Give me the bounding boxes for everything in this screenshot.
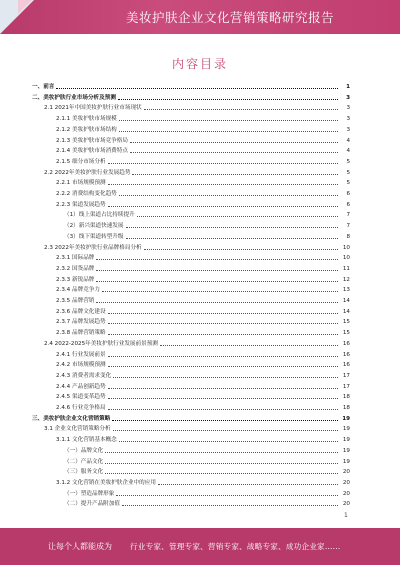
toc-leader-dots [137, 215, 338, 217]
toc-entry-label: 2.4.6 行业竞争格局 [56, 405, 106, 411]
toc-entry-label: 2.1.2 美妆护肤市场结构 [56, 126, 117, 133]
toc-entry-label: 2.4.2 市场规模预测 [56, 362, 106, 369]
toc-entry[interactable] [56, 351, 350, 359]
toc-entry-page: 7 [346, 223, 350, 230]
footer-banner [0, 528, 400, 565]
toc-leader-dots [108, 397, 338, 399]
toc-leader-dots [96, 258, 338, 260]
toc-leader-dots [108, 355, 338, 357]
toc-entry-page: 3 [346, 94, 350, 101]
toc-entry[interactable] [64, 468, 350, 476]
toc-leader-dots [96, 280, 338, 282]
toc-leader-dots [108, 365, 338, 367]
toc-leader-dots [158, 483, 338, 485]
toc-leader-dots [119, 119, 338, 121]
toc-entry-label: 2.4 2022-2025年美妆护肤行业发展前景预测 [44, 340, 158, 347]
toc-entry-page: 15 [342, 330, 350, 337]
toc-entry-page: 19 [342, 458, 350, 465]
toc-entry-page: 8 [346, 233, 350, 240]
toc-leader-dots [160, 344, 338, 346]
toc-entry[interactable] [56, 158, 350, 166]
toc-entry-page: 20 [342, 501, 350, 508]
toc-entry-page: 19 [342, 415, 350, 422]
toc-entry-page: 20 [342, 490, 350, 497]
toc-entry[interactable] [64, 222, 350, 230]
toc-entry[interactable] [44, 169, 350, 177]
toc-entry-label: 2.1 2021年中国美妆护肤行业市场现状 [44, 105, 142, 112]
toc-entry[interactable] [56, 372, 350, 380]
toc-entry-label: 3.1.1 文化营销基本概念 [56, 437, 117, 444]
toc-entry[interactable] [32, 83, 350, 91]
toc-leader-dots [130, 151, 338, 153]
toc-entry-label: 2.3.7 品牌发展趋势 [56, 319, 106, 326]
toc-leader-dots [119, 194, 338, 196]
toc-leader-dots [96, 269, 338, 271]
toc-entry-label: 2.3 2022年美妆护肤行业品牌格局分析 [44, 244, 142, 251]
toc-entry[interactable] [56, 436, 350, 444]
toc-entry-label: 2.3.1 国际品牌 [56, 255, 95, 262]
toc-entry-page: 19 [342, 447, 350, 454]
toc-entry-page: 7 [346, 212, 350, 219]
toc-entry[interactable] [56, 404, 350, 412]
toc-leader-dots [96, 301, 338, 303]
toc-entry-label: 2.4.1 行业发展前景 [56, 351, 106, 358]
toc-entry-page: 5 [346, 169, 350, 176]
toc-entry-label: 二、美妆护肤行业市场分析及预测 [32, 94, 116, 101]
toc-heading: 内容目录 [171, 57, 228, 71]
toc-leader-dots [126, 237, 339, 239]
toc-leader-dots [108, 183, 338, 185]
toc-entry-label: 2.4.3 消费者需求变化 [56, 372, 112, 379]
table-of-contents [30, 83, 350, 523]
toc-entry-label: 2.3.5 品牌营销 [56, 298, 95, 304]
toc-leader-dots [122, 504, 338, 506]
toc-entry-page: 5 [346, 180, 350, 187]
toc-leader-dots [119, 130, 338, 132]
toc-entry-page: 3 [346, 116, 350, 123]
toc-entry[interactable] [64, 233, 350, 241]
toc-leader-dots [108, 322, 338, 324]
toc-entry[interactable] [56, 126, 350, 134]
toc-entry[interactable] [56, 190, 350, 198]
toc-leader-dots [119, 440, 338, 442]
toc-entry[interactable] [44, 104, 350, 112]
toc-entry[interactable] [56, 329, 350, 337]
toc-leader-dots [105, 472, 338, 474]
toc-entry-page: 17 [342, 383, 350, 390]
toc-leader-dots [144, 248, 338, 250]
toc-entry-page: 4 [346, 148, 350, 155]
toc-entry-label: 2.3.4 品牌竞争力 [56, 287, 100, 294]
toc-entry[interactable] [44, 340, 350, 348]
toc-entry-page: 12 [342, 276, 350, 283]
toc-entry-page: 11 [342, 265, 350, 272]
toc-leader-dots [112, 419, 338, 421]
toc-entry[interactable] [56, 361, 350, 369]
toc-entry-label: 2.1.3 美妆护肤市场竞争格局 [56, 137, 128, 144]
toc-entry[interactable] [64, 490, 350, 498]
toc-entry-page: 10 [342, 244, 350, 251]
toc-entry-label: （三）服务文化 [64, 469, 104, 476]
toc-entry[interactable] [56, 137, 350, 145]
toc-entry-label: 2.1.1 美妆护肤市场规模 [56, 116, 117, 123]
toc-entry[interactable] [56, 115, 350, 123]
toc-entry-page: 5 [346, 158, 350, 165]
toc-leader-dots [108, 205, 338, 207]
toc-leader-dots [113, 376, 338, 378]
toc-leader-dots [116, 494, 338, 496]
toc-entry-label: 2.3.3 新锐品牌 [56, 276, 95, 283]
toc-entry[interactable] [56, 286, 350, 294]
toc-entry-label: （3）线下渠道转型升级 [64, 233, 124, 240]
toc-entry[interactable] [64, 458, 350, 466]
toc-entry-label: 2.4.5 渠道变革趋势 [56, 394, 106, 401]
toc-entry-label: （二）产品文化 [64, 458, 104, 465]
toc-leader-dots [132, 173, 338, 175]
toc-entry[interactable] [44, 425, 350, 433]
toc-leader-dots [113, 429, 338, 431]
toc-entry-page: 15 [342, 319, 350, 326]
toc-entry[interactable] [56, 393, 350, 401]
toc-entry-label: 2.4.4 产品创新趋势 [56, 383, 106, 390]
toc-entry-label: 一、前言 [32, 84, 55, 90]
toc-entry-page: 16 [342, 351, 350, 358]
toc-entry-label: 2.2.1 市场规模预测 [56, 180, 106, 187]
toc-entry-label: （一）塑造品牌形象 [64, 490, 115, 497]
toc-entry-page: 4 [346, 137, 350, 144]
toc-entry-label: 2.3.6 品牌文化建设 [56, 308, 106, 315]
toc-entry[interactable] [56, 179, 350, 187]
toc-leader-dots [108, 387, 338, 389]
toc-entry-label: 2.1.5 细分市场分析 [56, 158, 106, 165]
toc-entry[interactable] [56, 297, 350, 305]
header-corner-accent [18, 0, 32, 14]
toc-leader-dots [108, 162, 338, 164]
toc-entry-page: 18 [342, 394, 350, 401]
toc-entry-page: 6 [346, 201, 350, 208]
toc-entry-label: （二）提升产品附加值 [64, 501, 120, 508]
toc-entry-page: 16 [342, 362, 350, 369]
toc-entry-label: 三、美妆护肤企业文化营销策略 [32, 415, 111, 422]
footer-roles: 行业专家、管理专家、营销专家、战略专家、成功企业家…… [130, 542, 341, 551]
toc-entry-page: 13 [342, 287, 350, 294]
toc-leader-dots [108, 312, 338, 314]
toc-entry-label: （一）品牌文化 [64, 447, 104, 454]
toc-entry-page: 6 [346, 191, 350, 197]
toc-entry[interactable] [44, 244, 350, 252]
toc-entry[interactable] [56, 201, 350, 209]
toc-entry-label: 2.3.8 品牌营销策略 [56, 330, 106, 337]
toc-entry-page: 19 [342, 437, 350, 444]
toc-leader-dots [130, 141, 338, 143]
toc-entry-page: 14 [342, 308, 350, 315]
toc-entry-page: 17 [342, 372, 350, 379]
toc-entry[interactable] [56, 479, 350, 487]
toc-leader-dots [144, 108, 338, 110]
toc-entry[interactable] [56, 147, 350, 155]
toc-entry-page: 3 [346, 126, 350, 133]
toc-entry-label: 3.1 企业文化营销策略分析 [44, 426, 111, 433]
toc-entry[interactable] [56, 318, 350, 326]
toc-entry-label: 2.2 2022年美妆护肤行业发展趋势 [44, 169, 131, 176]
toc-entry[interactable] [56, 265, 350, 273]
toc-entry[interactable] [56, 308, 350, 316]
toc-entry-page: 19 [342, 426, 350, 433]
report-header [0, 0, 400, 34]
toc-entry-label: （2）新兴渠道快速发展 [64, 223, 124, 230]
toc-entry-label: 3.1.2 文化营销在美妆护肤企业中的应用 [56, 479, 156, 486]
toc-entry-label: （1）线上渠道占比持续提升 [64, 212, 135, 219]
toc-entry-page: 16 [342, 340, 350, 347]
toc-leader-dots [105, 451, 338, 453]
toc-entry-page: 14 [342, 298, 350, 304]
toc-entry-label: 2.3.2 国货品牌 [56, 265, 95, 272]
toc-entry-page: 20 [342, 469, 350, 476]
toc-entry[interactable] [56, 383, 350, 391]
page-number: 1 [344, 512, 348, 519]
toc-entry-label: 2.2.3 渠道发展趋势 [56, 201, 106, 208]
toc-leader-dots [126, 226, 339, 228]
toc-entry[interactable] [32, 415, 350, 423]
toc-leader-dots [118, 98, 338, 100]
toc-leader-dots [56, 87, 338, 89]
toc-entry[interactable] [64, 447, 350, 455]
toc-leader-dots [108, 408, 338, 410]
toc-leader-dots [108, 333, 338, 335]
toc-leader-dots [102, 290, 338, 292]
toc-entry-page: 20 [342, 479, 350, 486]
toc-entry-page: 10 [342, 255, 350, 262]
toc-entry[interactable] [56, 254, 350, 262]
footer-slogan: 让每个人都能成为 [48, 542, 112, 551]
toc-entry-page: 3 [346, 105, 350, 112]
toc-entry[interactable] [64, 211, 350, 219]
toc-entry[interactable] [32, 94, 350, 102]
toc-entry[interactable] [56, 276, 350, 284]
toc-entry-page: 18 [342, 405, 350, 411]
toc-entry-label: 2.1.4 美妆护肤市场消费特点 [56, 148, 128, 155]
toc-leader-dots [105, 462, 338, 464]
report-title: 美妆护肤企业文化营销策略研究报告 [125, 10, 334, 25]
toc-entry-label: 2.2.2 消费结构变化趋势 [56, 191, 117, 197]
toc-entry[interactable] [64, 500, 350, 508]
toc-entry-page: 1 [346, 84, 350, 90]
